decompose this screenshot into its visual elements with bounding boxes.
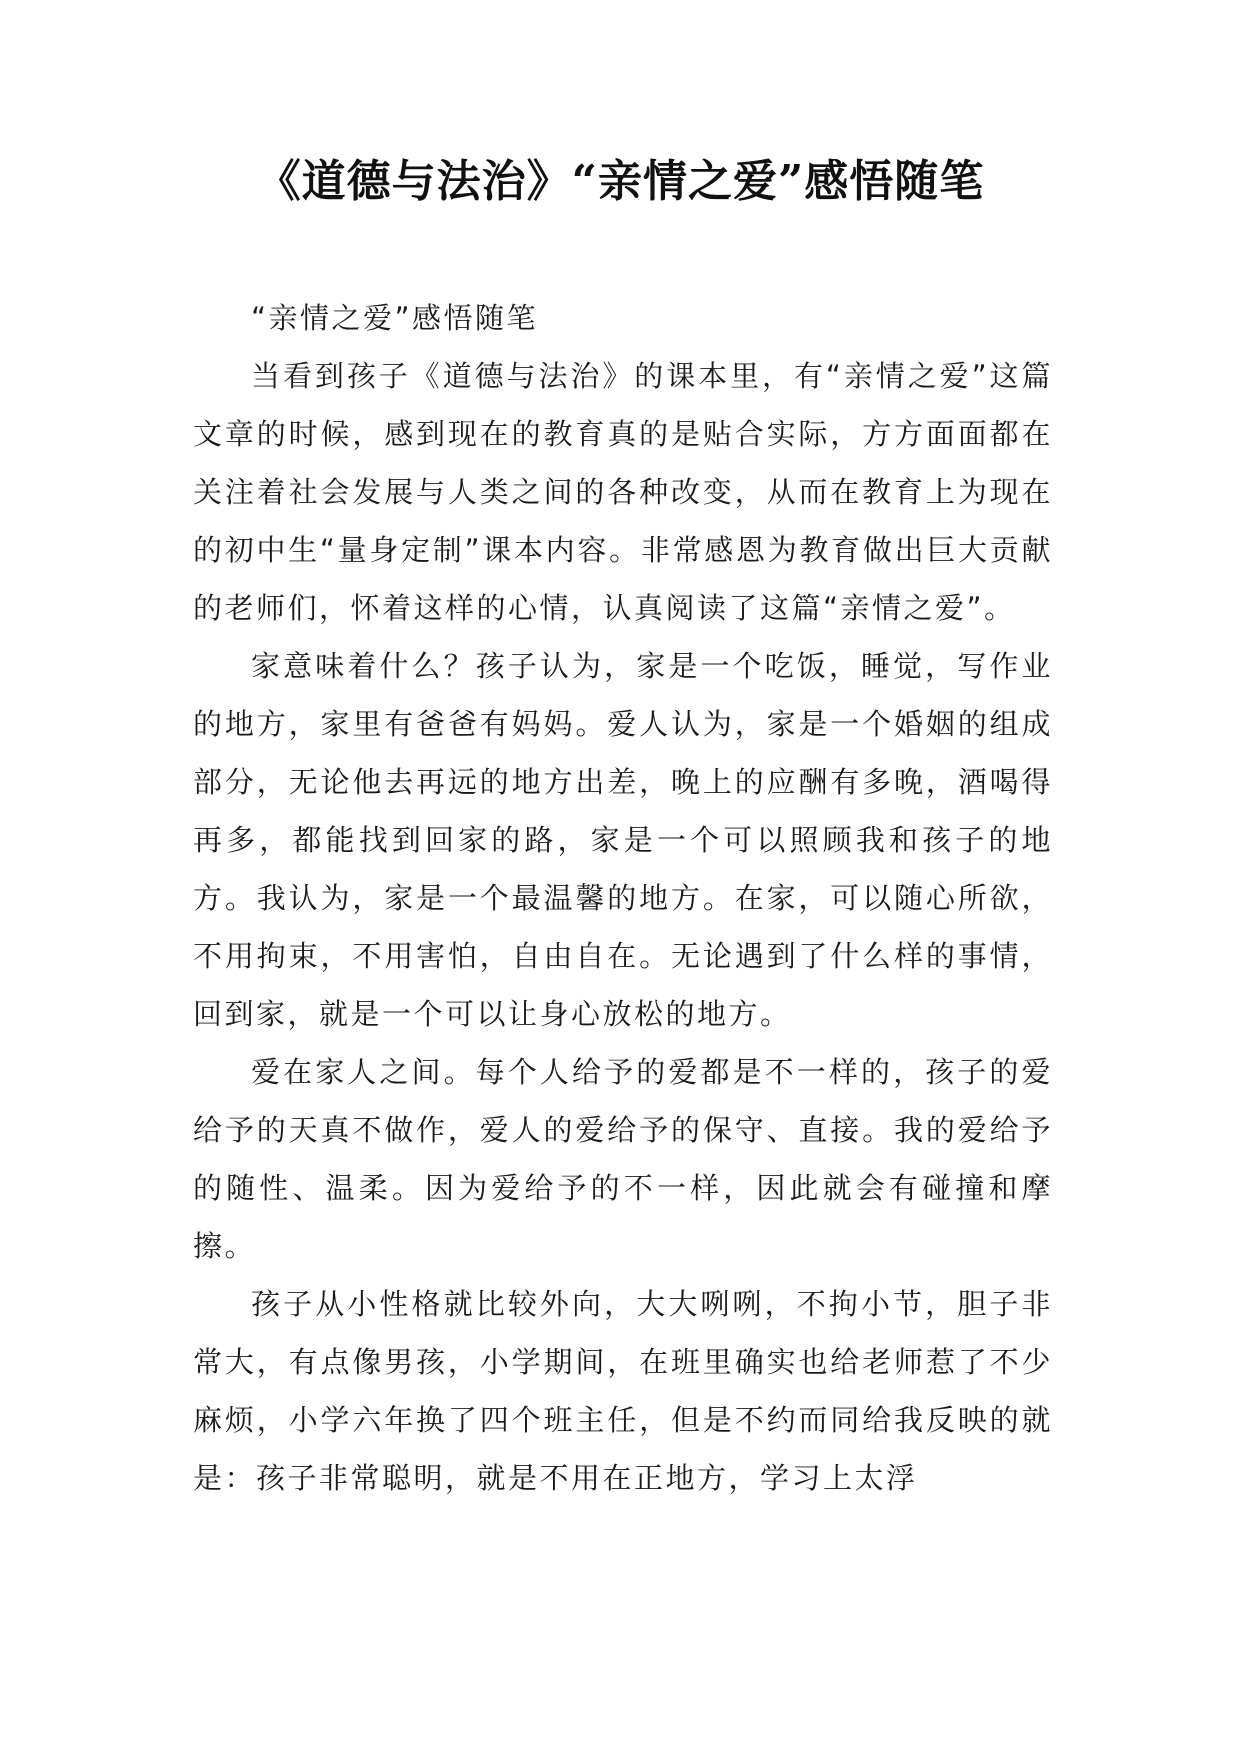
body-paragraph: 孩子从小性格就比较外向，大大咧咧，不拘小节，胆子非常大，有点像男孩，小学期间，在班里确实也给老师惹了不少麻烦，小学六年换了四个班主任，但是不约而同给我反映的就是：孩子非常聪明，就是不用在正地方，学习上太浮 [193, 1287, 1053, 1495]
body-paragraph: 爱在家人之间。每个人给予的爱都是不一样的，孩子的爱给予的天真不做作，爱人的爱给予的保守、直接。我的爱给予的随性、温柔。因为爱给予的不一样，因此就会有碰撞和摩擦。 [193, 1055, 1053, 1263]
document-title: 《道德与法治》“亲情之爱”感悟随笔 [256, 156, 985, 207]
body-paragraph: 当看到孩子《道德与法治》的课本里，有“亲情之爱”这篇文章的时候，感到现在的教育真的是贴合实际，方方面面都在关注着社会发展与人类之间的各种改变，从而在教育上为现在的初中生“量身定制”课本内容。非常感恩为教育做出巨大贡献的老师们，怀着这样的心情，认真阅读了这篇“亲情之爱”。 [193, 359, 1053, 625]
body-paragraph: 家意味着什么？孩子认为，家是一个吃饭，睡觉，写作业的地方，家里有爸爸有妈妈。爱人认为，家是一个婚姻的组成部分，无论他去再远的地方出差，晚上的应酬有多晚，酒喝得再多，都能找到回家的路，家是一个可以照顾我和孩子的地方。我认为，家是一个最温馨的地方。在家，可以随心所欲，不用拘束，不用害怕，自由自在。无论遇到了什么样的事情，回到家，就是一个可以让身心放松的地方。 [193, 649, 1053, 1031]
document-body [193, 289, 1053, 1507]
subtitle-paragraph: “亲情之爱”感悟随笔 [251, 301, 539, 335]
